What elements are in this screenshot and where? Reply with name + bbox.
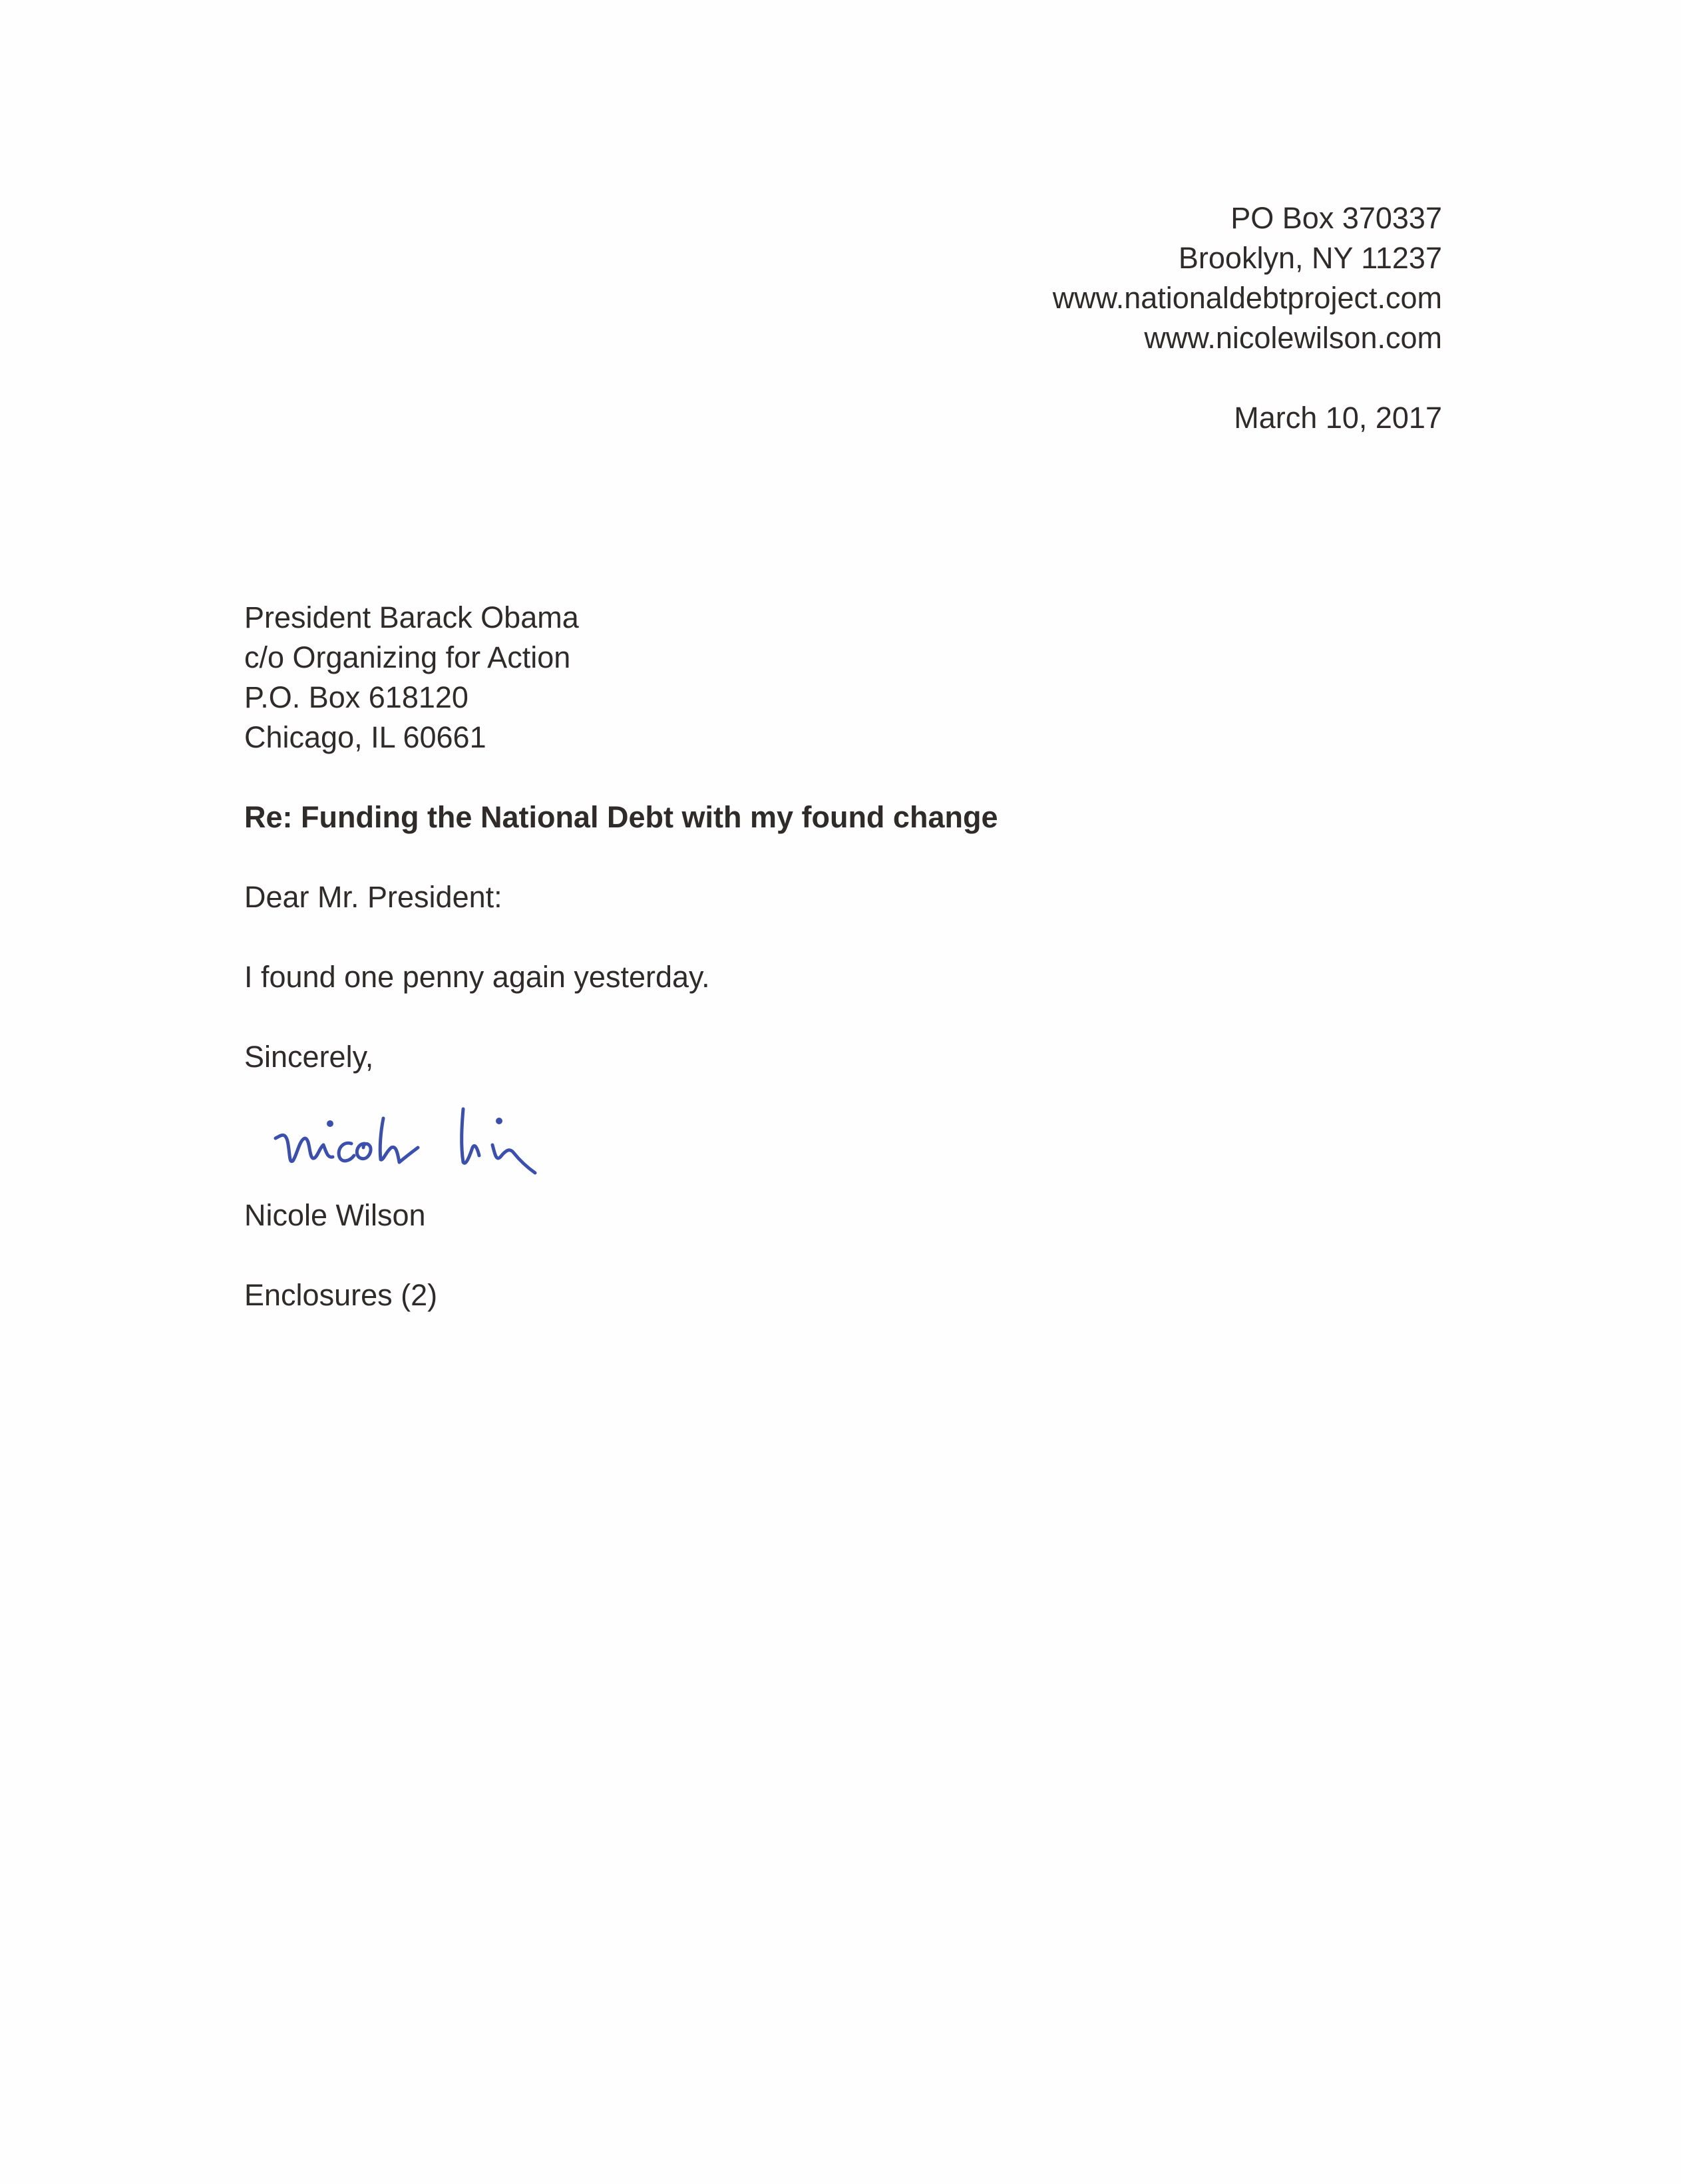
sender-address-line1: PO Box 370337 [1230, 201, 1442, 235]
salutation: Dear Mr. President: [244, 880, 502, 914]
handwritten-signature [266, 1092, 619, 1192]
enclosures-note: Enclosures (2) [244, 1278, 438, 1312]
recipient-po-box: P.O. Box 618120 [244, 680, 468, 714]
sender-address-line2: Brooklyn, NY 11237 [1178, 241, 1442, 275]
signer-name: Nicole Wilson [244, 1198, 426, 1232]
letter-body: I found one penny again yesterday. [244, 960, 710, 994]
sender-website-2: www.nicolewilson.com [1144, 321, 1442, 355]
sender-address-block [1053, 198, 1442, 358]
sender-website-1: www.nationaldebtproject.com [1052, 281, 1442, 315]
recipient-name: President Barack Obama [244, 600, 579, 634]
closing: Sincerely, [244, 1040, 374, 1074]
recipient-city-state-zip: Chicago, IL 60661 [244, 720, 486, 754]
letter-date: March 10, 2017 [1234, 401, 1442, 435]
subject-line: Re: Funding the National Debt with my found change [244, 800, 998, 834]
recipient-address-block [244, 598, 579, 758]
recipient-care-of: c/o Organizing for Action [244, 640, 571, 674]
